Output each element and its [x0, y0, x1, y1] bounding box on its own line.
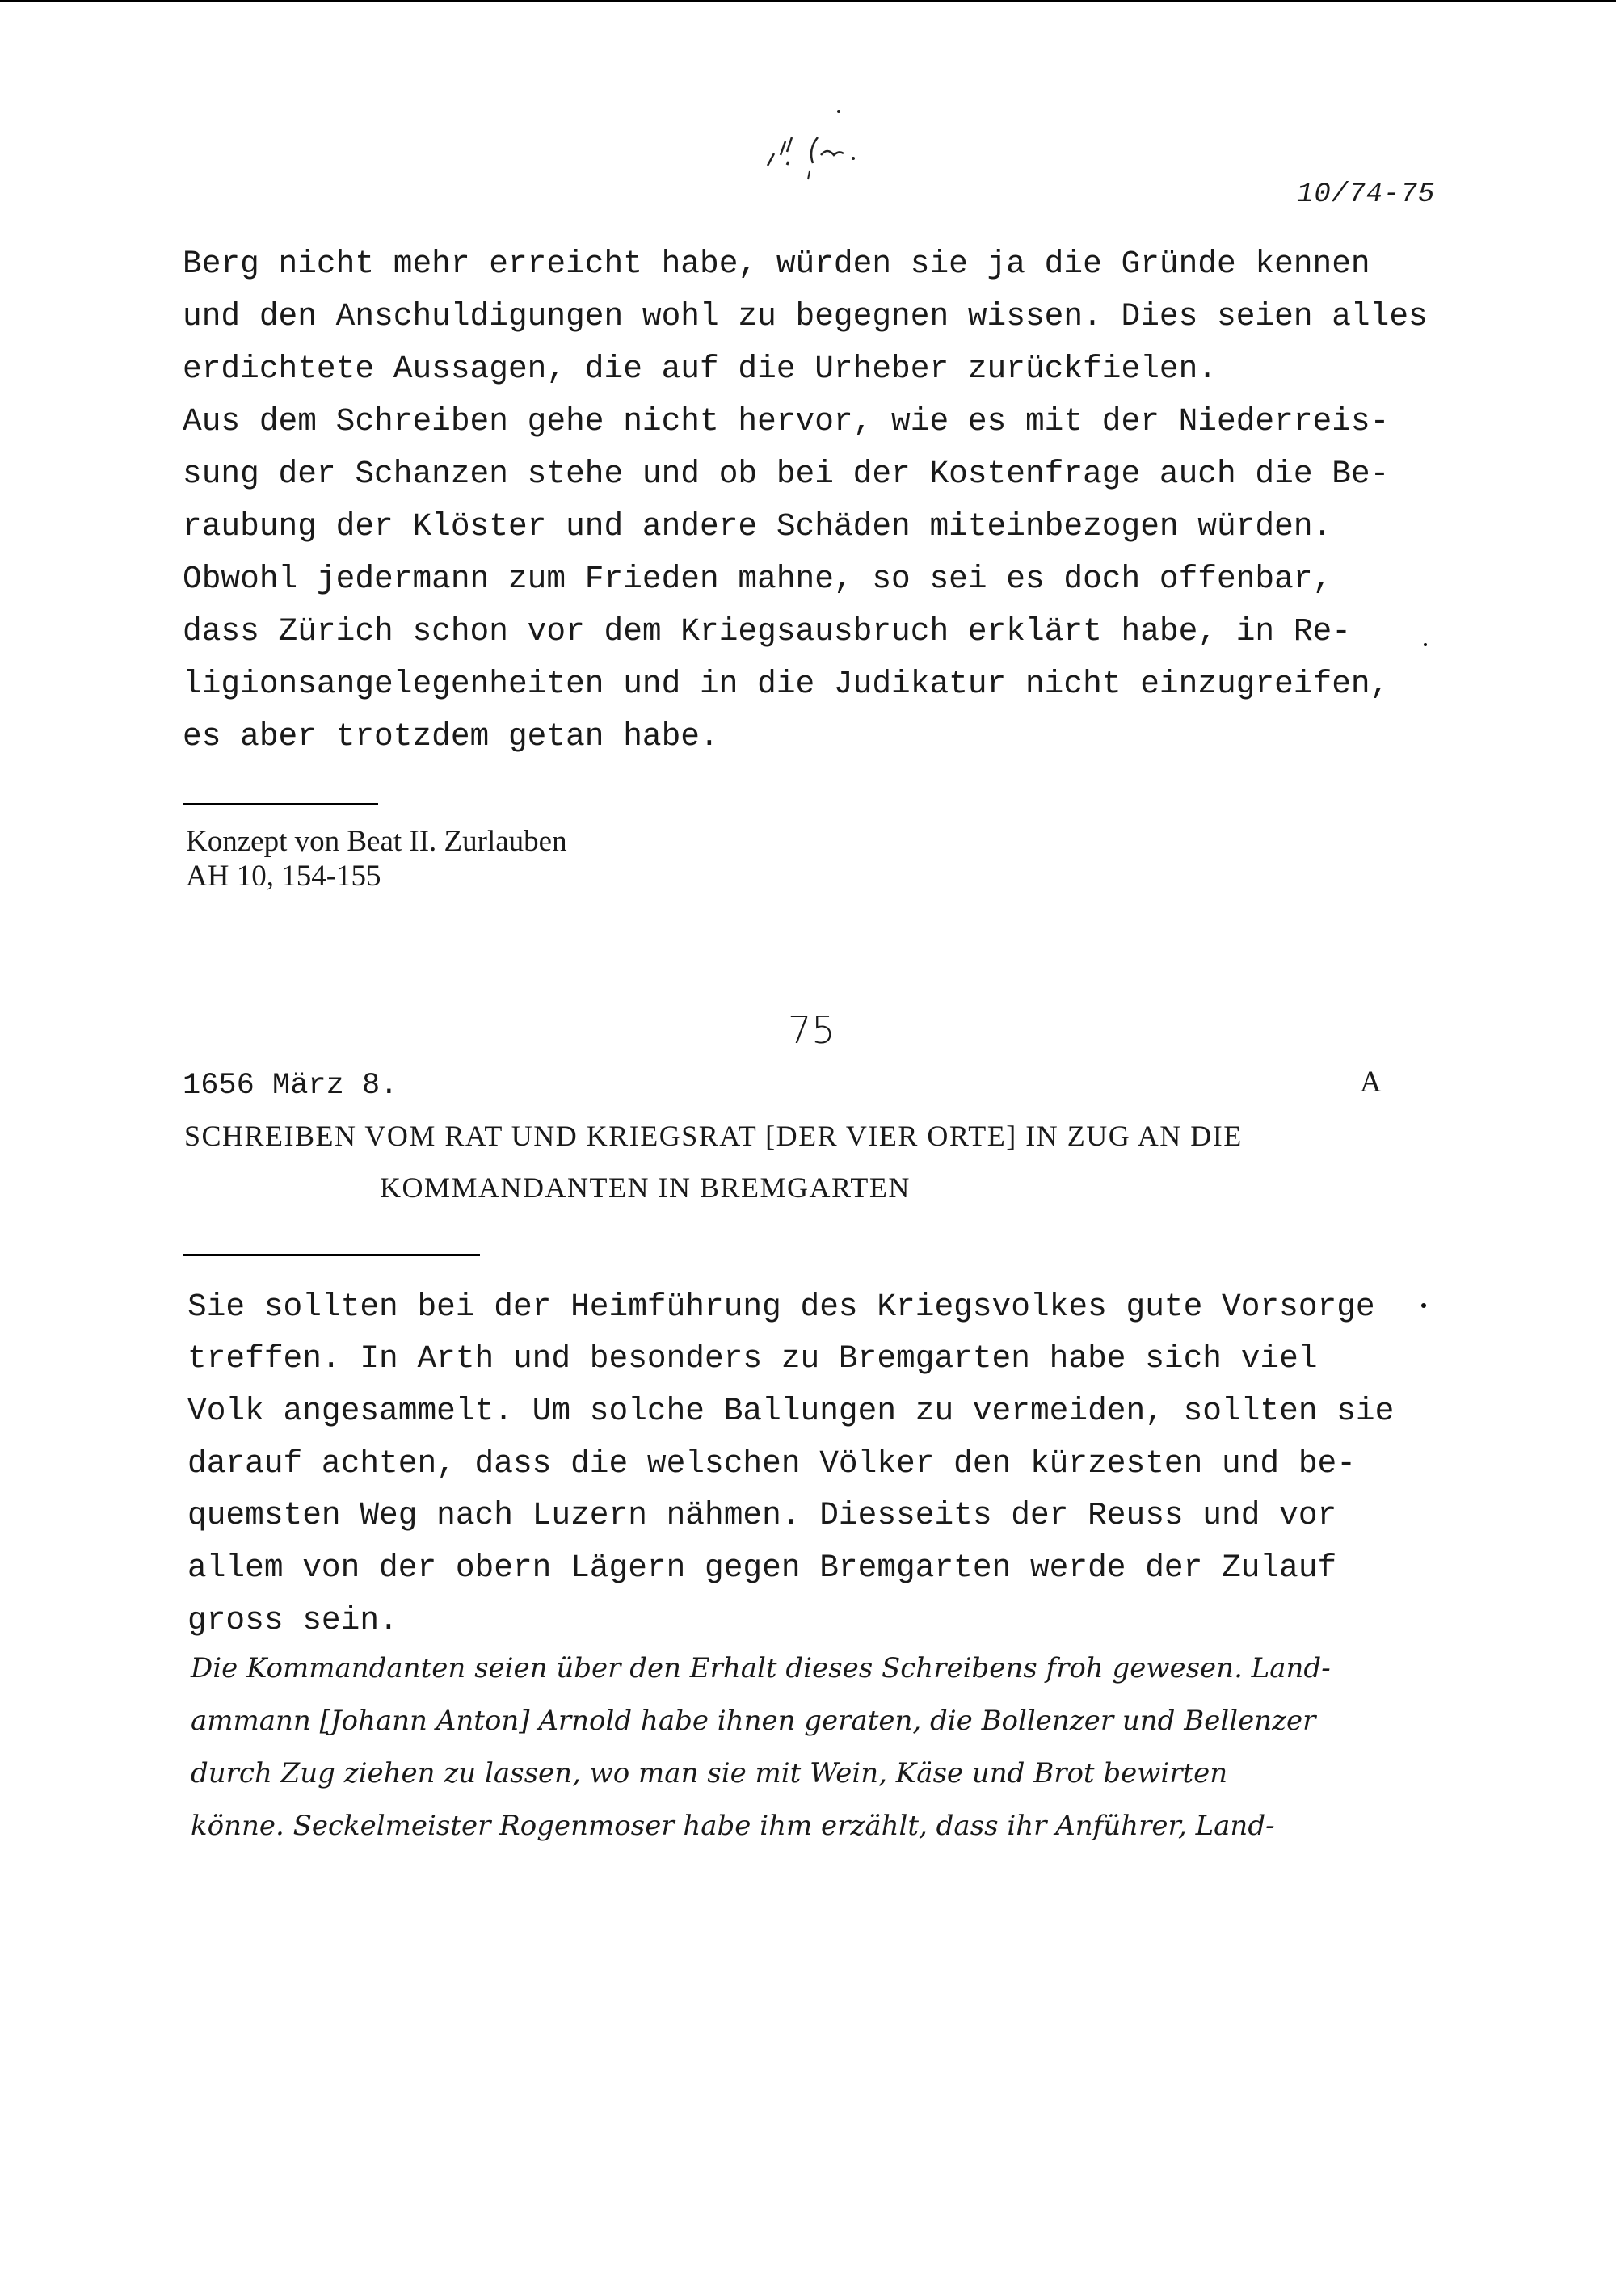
page-reference: 10/74-75: [1297, 179, 1436, 210]
title-divider-rule: [183, 1254, 480, 1256]
body-line: Obwohl jedermann zum Frieden mahne, so sei es doch offenbar,: [183, 561, 1332, 597]
body-line: es aber trotzdem getan habe.: [183, 718, 719, 755]
body-line: quemsten Weg nach Luzern nähmen. Diesseits der Reuss und vor: [187, 1497, 1337, 1533]
italic-summary-line: ammann [Johann Anton] Arnold habe ihnen geraten, die Bollenzer und Bellenzer: [191, 1705, 1316, 1737]
document-title-line-2: KOMMANDANTEN IN BREMGARTEN: [380, 1171, 911, 1204]
scan-speck: [1421, 1303, 1426, 1308]
body-line: darauf achten, dass die welschen Völker den kürzesten und be-: [187, 1445, 1356, 1482]
body-line: Berg nicht mehr erreicht habe, würden sie ja die Gründe kennen: [183, 246, 1370, 282]
body-line: Volk angesammelt. Um solche Ballungen zu vermeiden, sollten sie: [187, 1393, 1395, 1429]
document-date: 1656 März 8.: [183, 1069, 398, 1103]
body-line: treffen. In Arth und besonders zu Bremgarten habe sich viel: [187, 1340, 1318, 1377]
scan-speck: [1424, 643, 1427, 646]
source-line: Konzept von Beat II. Zurlauben: [186, 825, 567, 858]
page-top-border: [0, 0, 1616, 2]
body-line: erdichtete Aussagen, die auf die Urheber zurückfielen.: [183, 351, 1218, 387]
body-line: und den Anschuldigungen wohl zu begegnen wissen. Dies seien alles: [183, 298, 1428, 334]
handwritten-folio-mark: [760, 105, 905, 186]
document-number: 75: [788, 1008, 835, 1052]
body-line: ligionsangelegenheiten und in die Judikatur nicht einzugreifen,: [183, 666, 1390, 702]
italic-summary-line: durch Zug ziehen zu lassen, wo man sie mit Wein, Käse und Brot bewirten: [191, 1757, 1228, 1789]
body-line: gross sein.: [187, 1602, 398, 1638]
document-title-line-1: SCHREIBEN VOM RAT UND KRIEGSRAT [DER VIER ORTE] IN ZUG AN DIE: [184, 1120, 1243, 1152]
source-divider-rule: [183, 803, 378, 805]
body-line: dass Zürich schon vor dem Kriegsausbruch erklärt habe, in Re-: [183, 613, 1351, 650]
body-line: sung der Schanzen stehe und ob bei der Kostenfrage auch die Be-: [183, 456, 1390, 492]
body-line: raubung der Klöster und andere Schäden miteinbezogen würden.: [183, 508, 1332, 545]
italic-summary-line: könne. Seckelmeister Rogenmoser habe ihm erzählt, dass ihr Anführer, Land-: [191, 1810, 1275, 1842]
source-line: AH 10, 154-155: [186, 860, 381, 893]
body-line: Sie sollten bei der Heimführung des Kriegsvolkes gute Vorsorge: [187, 1289, 1375, 1325]
body-line: allem von der obern Lägern gegen Bremgarten werde der Zulauf: [187, 1550, 1337, 1586]
italic-summary-line: Die Kommandanten seien über den Erhalt dieses Schreibens froh gewesen. Land-: [191, 1652, 1331, 1684]
document-letter: A: [1360, 1066, 1382, 1099]
body-line: Aus dem Schreiben gehe nicht hervor, wie es mit der Niederreis-: [183, 403, 1390, 439]
